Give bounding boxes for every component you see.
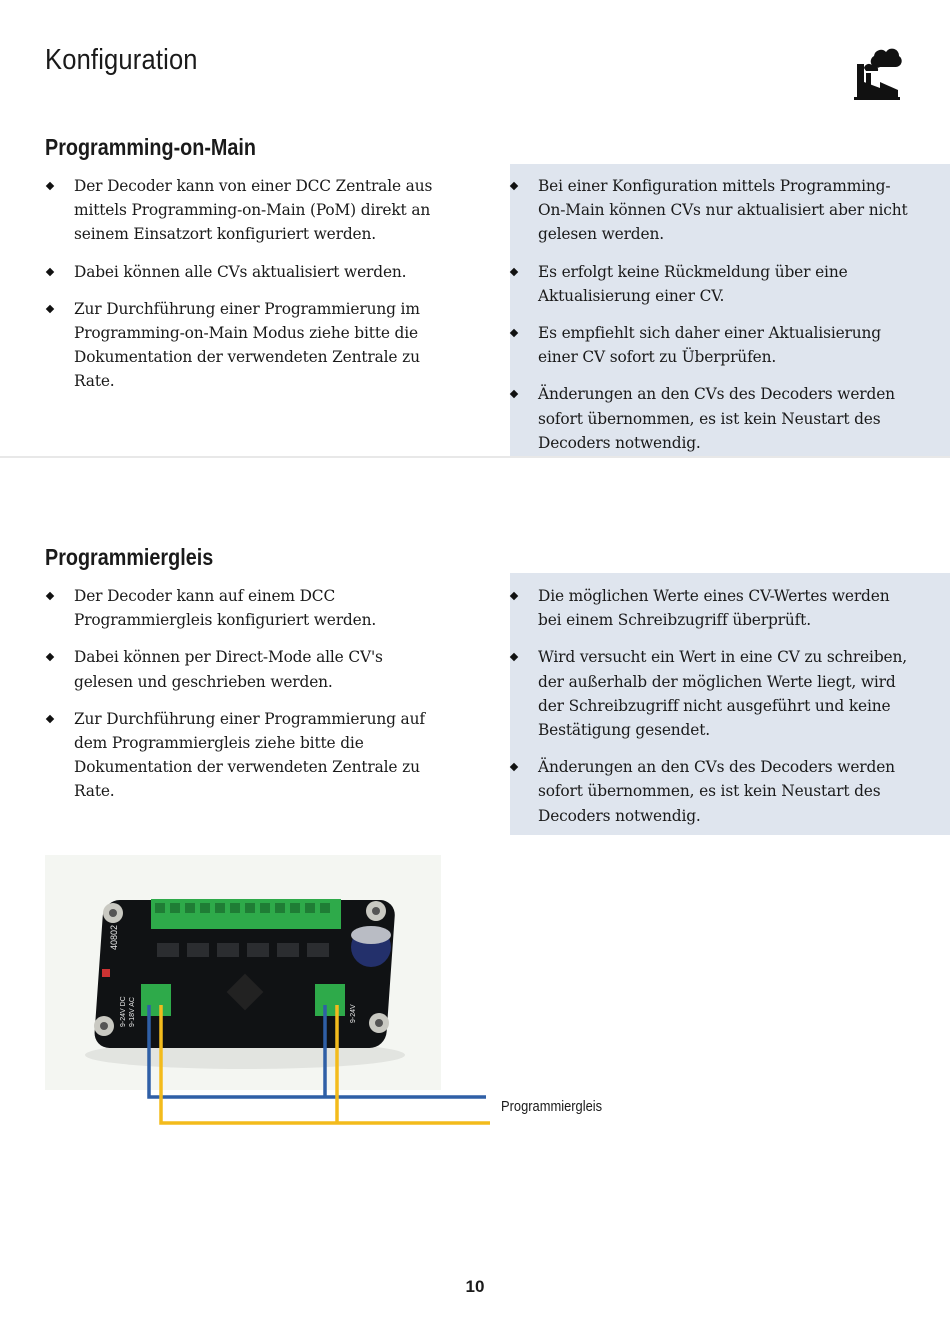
list-item: Dabei können alle CVs aktualisiert werden. (45, 260, 445, 284)
board-input-label-dc: 9-24V DC (120, 996, 127, 1027)
section-title-pom: Programming-on-Main (45, 134, 256, 160)
programming-track-label: Programmiergleis (501, 1098, 603, 1115)
board-output-label: 9-24V (350, 1004, 357, 1023)
pom-left-list (45, 174, 445, 407)
board-input-label-ac: 9-18V AC (129, 997, 136, 1027)
list-item: Änderungen an den CVs des Decoders werden sofort übernommen, es ist kein Neustart des Decoders notwendig. (509, 382, 914, 455)
page-number: 10 (465, 1277, 485, 1296)
list-item: Zur Durchführung einer Programmierung auf dem Programmiergleis ziehe bitte die Dokumentation der verwendeten Zentrale zu Rate. (45, 707, 445, 804)
list-item: Dabei können per Direct-Mode alle CV's gelesen und geschrieben werden. (45, 645, 445, 693)
track-left-list (45, 584, 445, 817)
list-item: Es erfolgt keine Rückmeldung über eine Aktualisierung einer CV. (509, 260, 914, 308)
list-item: Änderungen an den CVs des Decoders werden sofort übernommen, es ist kein Neustart des Decoders notwendig. (509, 755, 914, 828)
section-title-track: Programmiergleis (45, 544, 214, 570)
track-right-list (509, 584, 914, 841)
page-title: Konfiguration (45, 44, 198, 76)
list-item: Es empfiehlt sich daher einer Aktualisierung einer CV sofort zu Überprüfen. (509, 321, 914, 369)
list-item: Die möglichen Werte eines CV-Wertes werden bei einem Schreibzugriff überprüft. (509, 584, 914, 632)
list-item: Der Decoder kann von einer DCC Zentrale aus mittels Programming-on-Main (PoM) direkt an seinem Einsatzort konfiguriert werden. (45, 174, 445, 247)
board-model-label: 40802 (109, 924, 119, 950)
pom-right-list (509, 174, 914, 468)
list-item: Wird versucht ein Wert in eine CV zu schreiben, der außerhalb der möglichen Werte liegt, wird der Schreibzugriff nicht ausgeführt und keine Bestätigung gesendet. (509, 645, 914, 742)
factory-icon (852, 46, 902, 100)
section-divider (0, 456, 950, 458)
list-item: Der Decoder kann auf einem DCC Programmiergleis konfiguriert werden. (45, 584, 445, 632)
decoder-board-image (45, 855, 441, 1090)
list-item: Zur Durchführung einer Programmierung im Programming-on-Main Modus ziehe bitte die Dokumentation der verwendeten Zentrale zu Rate. (45, 297, 445, 394)
list-item: Bei einer Konfiguration mittels Programming-On-Main können CVs nur aktualisiert aber nicht gelesen werden. (509, 174, 914, 247)
